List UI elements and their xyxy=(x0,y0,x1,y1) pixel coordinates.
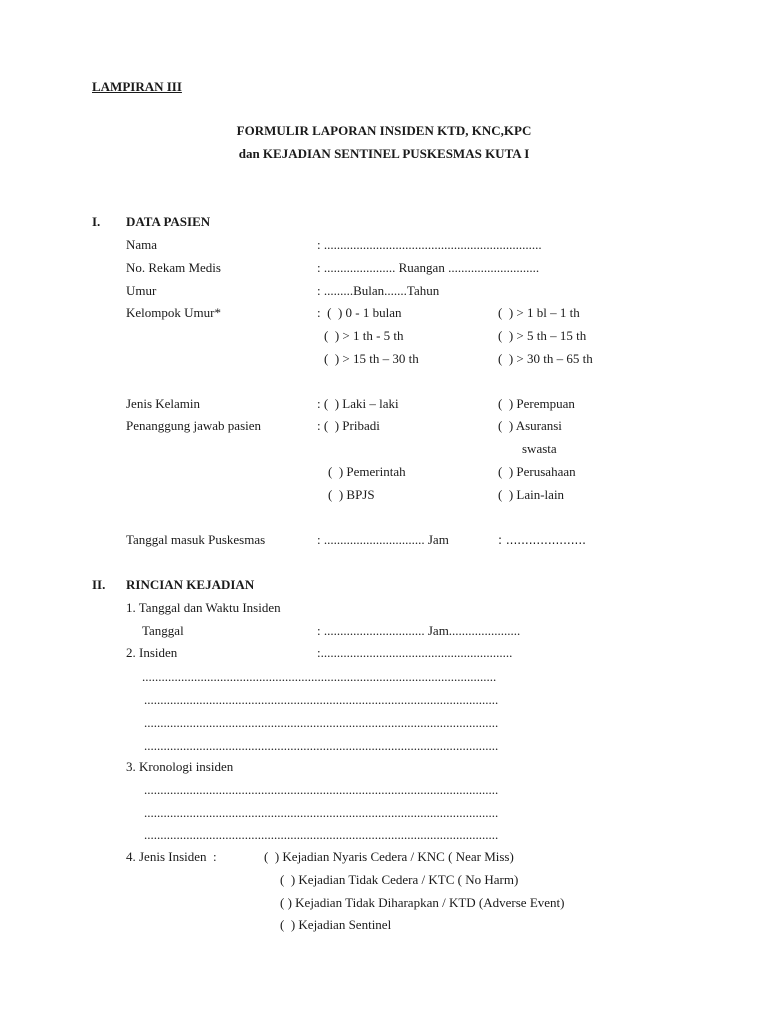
penanggung-option: ( ) Perusahaan xyxy=(498,464,576,479)
jenis-insiden-label: 4. Jenis Insiden : xyxy=(126,849,217,864)
rekam-medis-label: No. Rekam Medis xyxy=(126,260,221,275)
kelompok-option: ( ) > 5 th – 15 th xyxy=(498,328,587,343)
tanggal-masuk-field: : ............................... Jam xyxy=(317,532,449,547)
section2-heading: RINCIAN KEJADIAN xyxy=(126,577,255,592)
penanggung-option: ( ) BPJS xyxy=(328,487,375,502)
penanggung-option-continuation: swasta xyxy=(522,441,557,456)
section1-heading: DATA PASIEN xyxy=(126,214,211,229)
penanggung-option: ( ) Lain-lain xyxy=(498,487,565,502)
kelompok-option: ( ) > 15 th – 30 th xyxy=(324,351,419,366)
form-title-line2: dan KEJADIAN SENTINEL PUSKESMAS KUTA I xyxy=(238,146,530,161)
insiden-field: :........................................................... xyxy=(317,645,513,660)
item-tanggal-waktu: 1. Tanggal dan Waktu Insiden xyxy=(126,600,281,615)
kelompok-option: ( ) > 30 th – 65 th xyxy=(498,351,593,366)
insiden-line: ............................................................................................................. xyxy=(144,738,499,753)
insiden-line: ............................................................................................................. xyxy=(142,669,497,684)
insiden-line: ............................................................................................................. xyxy=(144,692,499,707)
jenis-insiden-option: ( ) Kejadian Nyaris Cedera / KNC ( Near Miss) xyxy=(264,849,514,864)
penanggung-option: : ( ) Pribadi xyxy=(317,418,380,433)
jenis-insiden-option: ( ) Kejadian Tidak Diharapkan / KTD (Adverse Event) xyxy=(280,895,565,910)
kronologi-label: 3. Kronologi insiden xyxy=(126,759,234,774)
section1-number: I. xyxy=(92,214,101,229)
kelompok-option: ( ) > 1 bl – 1 th xyxy=(498,305,580,320)
lampiran-label: LAMPIRAN III xyxy=(92,79,182,94)
jenis-insiden-option: ( ) Kejadian Tidak Cedera / KTC ( No Harm) xyxy=(280,872,519,887)
insiden-line: ............................................................................................................. xyxy=(144,715,499,730)
jam-masuk-field: : ..................... xyxy=(498,533,586,547)
tanggal-masuk-label: Tanggal masuk Puskesmas xyxy=(126,532,266,547)
jenis-kelamin-label: Jenis Kelamin xyxy=(126,396,201,411)
kronologi-line: ............................................................................................................. xyxy=(144,782,499,797)
insiden-label: 2. Insiden xyxy=(126,645,178,660)
jenis-kelamin-option: ( ) Perempuan xyxy=(498,396,575,411)
kronologi-line: ............................................................................................................. xyxy=(144,827,499,842)
rekam-medis-field: : ...................... Ruangan ............................ xyxy=(317,260,540,275)
kelompok-option: ( ) > 1 th - 5 th xyxy=(324,328,404,343)
section2-number: II. xyxy=(92,577,106,592)
nama-label: Nama xyxy=(126,237,158,252)
umur-field: : .........Bulan.......Tahun xyxy=(317,283,440,298)
penanggung-jawab-label: Penanggung jawab pasien xyxy=(126,418,262,433)
tanggal-insiden-field: : ............................... Jam...................... xyxy=(317,623,521,638)
jenis-kelamin-option: : ( ) Laki – laki xyxy=(317,396,399,411)
kelompok-umur-label: Kelompok Umur* xyxy=(126,305,221,320)
penanggung-option: ( ) Asuransi xyxy=(498,418,562,433)
form-title-line1: FORMULIR LAPORAN INSIDEN KTD, KNC,KPC xyxy=(236,123,532,138)
tanggal-insiden-label: Tanggal xyxy=(142,623,184,638)
jenis-insiden-option: ( ) Kejadian Sentinel xyxy=(280,917,392,932)
nama-field: : ................................................................... xyxy=(317,237,542,252)
penanggung-option: ( ) Pemerintah xyxy=(328,464,406,479)
umur-label: Umur xyxy=(126,283,157,298)
kronologi-line: ............................................................................................................. xyxy=(144,805,499,820)
kelompok-option: : ( ) 0 - 1 bulan xyxy=(317,305,402,320)
